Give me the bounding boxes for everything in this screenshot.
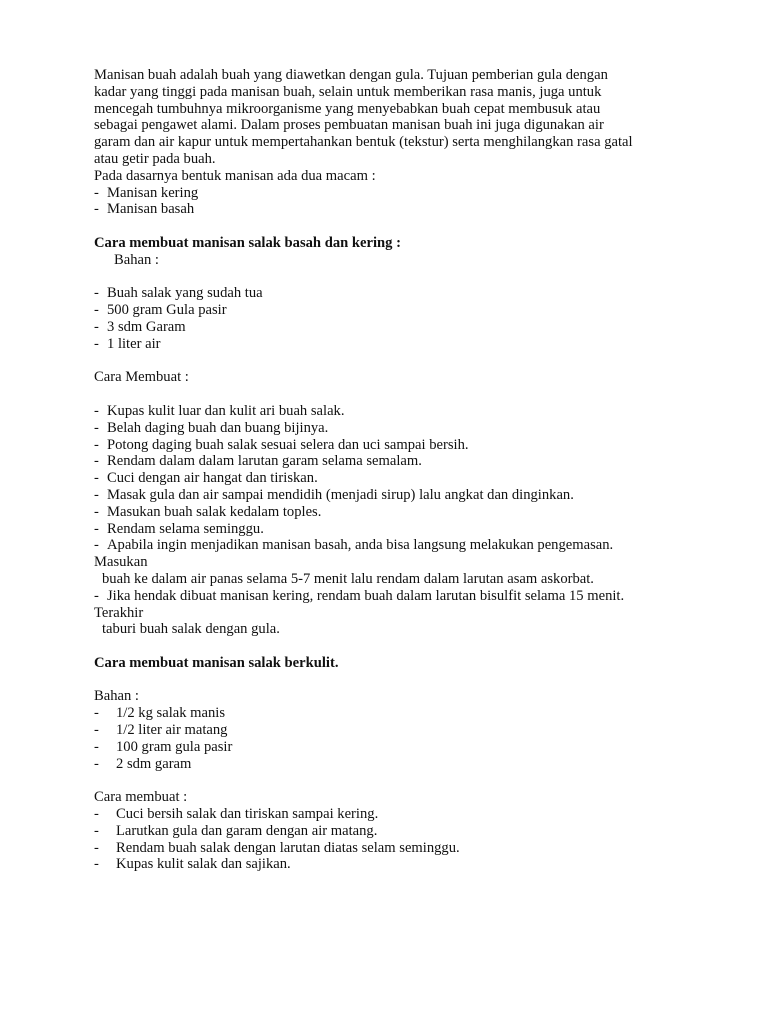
step-item [94,403,694,420]
step-item [94,504,694,521]
list-item-text: Rendam buah salak dengan larutan diatas selam seminggu. [116,839,460,856]
list-item-text: Kupas kulit salak dan sajikan. [116,856,291,873]
step-item [94,856,694,873]
intro-line: atau getir pada buah. [94,150,216,167]
list-dash: - [94,419,99,436]
list-dash: - [94,335,99,352]
list-item-text: Buah salak yang sudah tua [107,285,263,302]
intro-line: garam dan air kapur untuk mempertahankan bentuk (tekstur) serta menghilangkan rasa gatal [94,134,633,151]
step-item [94,806,694,823]
list-dash: - [94,537,99,554]
list-dash: - [94,402,99,419]
list-dash: - [94,822,99,839]
step-wrap-text: Terakhir [94,604,144,621]
section2-heading: Cara membuat manisan salak berkulit. [94,654,339,671]
list-item-text: 1 liter air [107,335,161,352]
section1-bahan-label: Bahan : [114,251,159,268]
list-item-text: 3 sdm Garam [107,318,186,335]
step-item [94,521,694,538]
list-dash: - [94,806,99,823]
document-page [94,67,694,873]
list-item-text: Masukan buah salak kedalam toples. [107,503,322,520]
list-item-text: 100 gram gula pasir [116,738,233,755]
step-item [94,453,694,470]
list-dash: - [94,839,99,856]
ingredient-item [94,756,694,773]
step-item [94,823,694,840]
list-item-text: Kupas kulit luar dan kulit ari buah salak. [107,402,345,419]
ingredient-item [94,722,694,739]
list-dash: - [94,722,99,739]
step-item [94,420,694,437]
list-item-text: 1/2 kg salak manis [116,705,226,722]
section2-bahan-label: Bahan : [94,688,139,705]
list-dash: - [94,285,99,302]
list-dash: - [94,201,99,218]
step-item [94,437,694,454]
list-dash: - [94,302,99,319]
step-item [94,470,694,487]
list-item-text: 2 sdm garam [116,755,192,772]
step-item [94,588,694,605]
list-dash: - [94,705,99,722]
types-intro: Pada dasarnya bentuk manisan ada dua macam : [94,167,376,184]
types-list-item [94,185,694,202]
ingredient-item [94,705,694,722]
step-wrap-text: Masukan [94,554,148,571]
list-dash: - [94,184,99,201]
list-item-text: 500 gram Gula pasir [107,302,227,319]
list-item-text: Belah daging buah dan buang bijinya. [107,419,329,436]
list-item-text: Potong daging buah salak sesuai selera dan uci sampai bersih. [107,436,469,453]
ingredient-item [94,336,694,353]
list-dash: - [94,453,99,470]
list-item-text: Jika hendak dibuat manisan kering, rendam buah dalam larutan bisulfit selama 15 menit. [107,587,625,604]
intro-paragraph [94,67,694,168]
list-dash: - [94,470,99,487]
intro-line: mencegah tumbuhnya mikroorganisme yang menyebabkan buah cepat membusuk atau [94,100,601,117]
list-dash: - [94,318,99,335]
step-continuation: taburi buah salak dengan gula. [102,621,280,638]
list-dash: - [94,503,99,520]
list-dash: - [94,486,99,503]
types-list-item [94,201,694,218]
list-item-text: Masak gula dan air sampai mendidih (menjadi sirup) lalu angkat dan dinginkan. [107,486,574,503]
list-item-text: Cuci bersih salak dan tiriskan sampai kering. [116,806,379,823]
ingredient-item [94,739,694,756]
list-item-text: Apabila ingin menjadikan manisan basah, anda bisa langsung melakukan pengemasan. [107,537,614,554]
step-item [94,840,694,857]
list-item-text: Manisan kering [107,184,199,201]
list-dash: - [94,436,99,453]
list-dash: - [94,587,99,604]
intro-line: Manisan buah adalah buah yang diawetkan dengan gula. Tujuan pemberian gula dengan [94,67,608,83]
intro-line: sebagai pengawet alami. Dalam proses pembuatan manisan buah ini juga digunakan air [94,117,604,134]
section1-cara-label: Cara Membuat : [94,369,189,386]
ingredient-item [94,302,694,319]
list-dash: - [94,856,99,873]
step-item [94,487,694,504]
list-item-text: Manisan basah [107,201,195,218]
list-item-text: 1/2 liter air matang [116,722,228,739]
step-continuation: buah ke dalam air panas selama 5-7 menit lalu rendam dalam larutan asam askorbat. [102,570,594,587]
list-dash: - [94,738,99,755]
list-item-text: Larutkan gula dan garam dengan air matang. [116,822,378,839]
section1-heading: Cara membuat manisan salak basah dan kering : [94,234,401,251]
ingredient-item [94,319,694,336]
ingredient-item [94,285,694,302]
list-item-text: Rendam dalam dalam larutan garam selama semalam. [107,453,422,470]
intro-line: kadar yang tinggi pada manisan buah, selain untuk memberikan rasa manis, juga untuk [94,83,602,100]
step-item [94,537,694,554]
section2-cara-label: Cara membuat : [94,789,188,806]
list-dash: - [94,755,99,772]
list-item-text: Cuci dengan air hangat dan tiriskan. [107,470,318,487]
list-item-text: Rendam selama seminggu. [107,520,264,537]
list-dash: - [94,520,99,537]
